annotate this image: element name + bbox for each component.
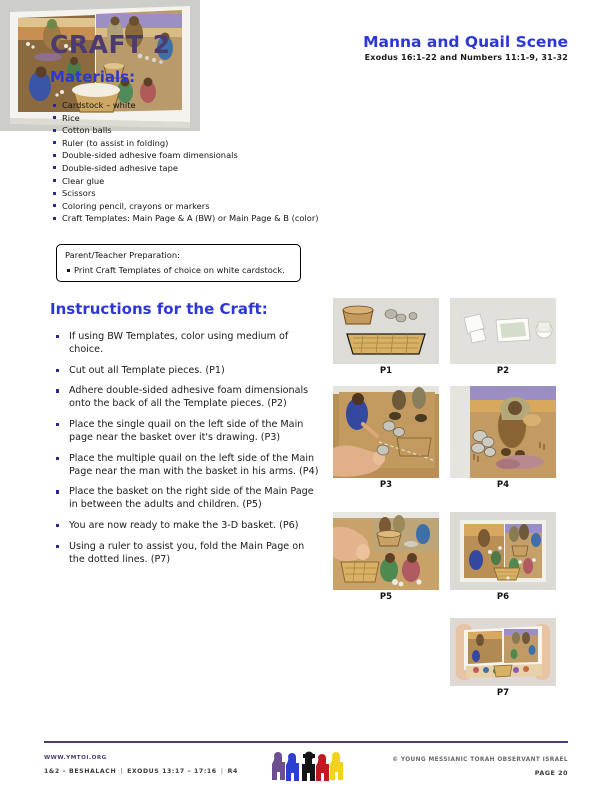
step-photo-p3 [333, 386, 439, 478]
preparation-title: Parent/Teacher Preparation: [65, 250, 180, 260]
footer-scripture: EXODUS 13:17 – 17:16 [127, 768, 217, 775]
ymtoi-children-logo [268, 750, 348, 783]
footer-portion: 1&2 – BESHALACH [44, 768, 117, 775]
material-label: Double-sided adhesive tape [62, 162, 178, 173]
material-label: Craft Templates: Main Page & A (BW) or Main Page & B (color) [62, 213, 319, 224]
step-caption-p6: P6 [496, 592, 510, 602]
instruction-label: You are now ready to make the 3-D basket. (P6) [69, 520, 299, 532]
step-caption-p5: P5 [379, 592, 393, 602]
material-label: Rice [62, 112, 80, 123]
step-photo-p7 [450, 618, 556, 686]
list-item [52, 187, 382, 200]
step-photo-p5-image [333, 512, 439, 590]
list-item [52, 162, 382, 175]
list-item [52, 330, 320, 356]
bullet-square-icon [53, 192, 56, 195]
instruction-label: Place the multiple quail on the left side of the Main Page near the man with the basket in his arms. (P4) [69, 452, 319, 477]
materials-heading: Materials: [50, 68, 136, 86]
bullet-square-icon [56, 490, 59, 493]
footer-website-url[interactable]: WWW.YMTOI.ORG [44, 755, 107, 761]
bullet-square-icon [53, 141, 56, 144]
instruction-label: Adhere double-sided adhesive foam dimensionals onto the back of all the Template pieces. (P2) [69, 385, 309, 410]
step-caption-p2: P2 [496, 366, 510, 376]
instruction-label: Place the basket on the right side of the Main Page in between the adults and children. (P5) [69, 486, 314, 511]
instructions-list [52, 330, 320, 573]
bullet-square-icon [56, 524, 59, 527]
step-photo-p6-image [450, 512, 556, 590]
list-item [52, 418, 320, 444]
scene-title: Manna and Quail Scene [363, 33, 568, 51]
preparation-label: Print Craft Templates of choice on white cardstock. [74, 265, 285, 275]
material-label: Coloring pencil, crayons or markers [62, 200, 210, 211]
step-photo-p7-image [450, 618, 556, 686]
list-item [52, 137, 382, 150]
list-item [52, 540, 320, 566]
material-label: Ruler (to assist in folding) [62, 137, 169, 148]
instruction-label: Cut out all Template pieces. (P1) [69, 364, 225, 376]
bullet-square-icon [53, 104, 56, 107]
bullet-square-icon [56, 389, 59, 392]
material-label: Double-sided adhesive foam dimensionals [62, 150, 238, 161]
material-label: Cotton balls [62, 125, 112, 136]
bullet-square-icon [53, 204, 56, 207]
step-photo-p4 [450, 386, 556, 478]
bullet-square-icon [53, 129, 56, 132]
bullet-square-icon [67, 269, 70, 272]
list-item [52, 149, 382, 162]
footer-page-number: PAGE 20 [534, 769, 568, 777]
step-photo-p5 [333, 512, 439, 590]
footer-divider [44, 741, 568, 743]
footer-divider-pipe-2: | [220, 768, 224, 775]
list-item [52, 485, 320, 511]
instructions-heading: Instructions for the Craft: [50, 300, 268, 318]
step-photo-p2 [450, 298, 556, 364]
step-photo-p4-image [450, 386, 556, 478]
bullet-square-icon [56, 335, 59, 338]
bullet-square-icon [53, 217, 56, 220]
materials-list [52, 99, 382, 225]
step-photo-p2-image [450, 298, 556, 364]
step-photo-p3-image [333, 386, 439, 478]
step-caption-p4: P4 [496, 480, 510, 490]
list-item [52, 175, 382, 188]
list-item [52, 99, 382, 112]
parent-teacher-preparation-box [56, 244, 301, 282]
step-caption-p1: P1 [379, 366, 393, 376]
footer-divider-pipe-1: | [120, 768, 124, 775]
material-label: Cardstock – white [62, 100, 136, 110]
bullet-square-icon [53, 154, 56, 157]
list-item [52, 200, 382, 213]
bullet-square-icon [56, 423, 59, 426]
step-photo-p1 [333, 298, 439, 364]
step-caption-p7: P7 [496, 688, 510, 698]
material-label: Scissors [62, 188, 96, 199]
list-item [52, 519, 320, 532]
step-photo-p1-image [333, 298, 439, 364]
list-item [52, 364, 320, 377]
page-title: CRAFT 2 [50, 30, 171, 59]
list-item [52, 212, 382, 225]
material-label: Clear glue [62, 175, 105, 186]
instruction-label: Place the single quail on the left side of the Main page near the basket over it's drawing. (P3) [69, 418, 304, 444]
list-item [52, 384, 320, 410]
bullet-square-icon [56, 457, 59, 460]
list-item [52, 112, 382, 125]
scene-scripture-reference: Exodus 16:1-22 and Numbers 11:1-9, 31-32 [364, 53, 568, 62]
footer-copyright: © YOUNG MESSIANIC TORAH OBSERVANT ISRAEL [392, 757, 568, 763]
bullet-square-icon [56, 369, 59, 372]
step-caption-p3: P3 [379, 480, 393, 490]
instruction-label: Using a ruler to assist you, fold the Main Page on the dotted lines. (P7) [69, 540, 305, 565]
step-photo-p6 [450, 512, 556, 590]
bullet-square-icon [53, 179, 56, 182]
bullet-square-icon [53, 116, 56, 119]
footer-portion-reference [44, 768, 238, 775]
bullet-square-icon [56, 545, 59, 548]
list-item [52, 124, 382, 137]
instruction-label: If using BW Templates, color using medium of choice. [69, 331, 289, 356]
footer-extra-code: R4 [227, 768, 238, 775]
bullet-square-icon [53, 166, 56, 169]
list-item [52, 452, 320, 478]
list-item [67, 265, 285, 275]
